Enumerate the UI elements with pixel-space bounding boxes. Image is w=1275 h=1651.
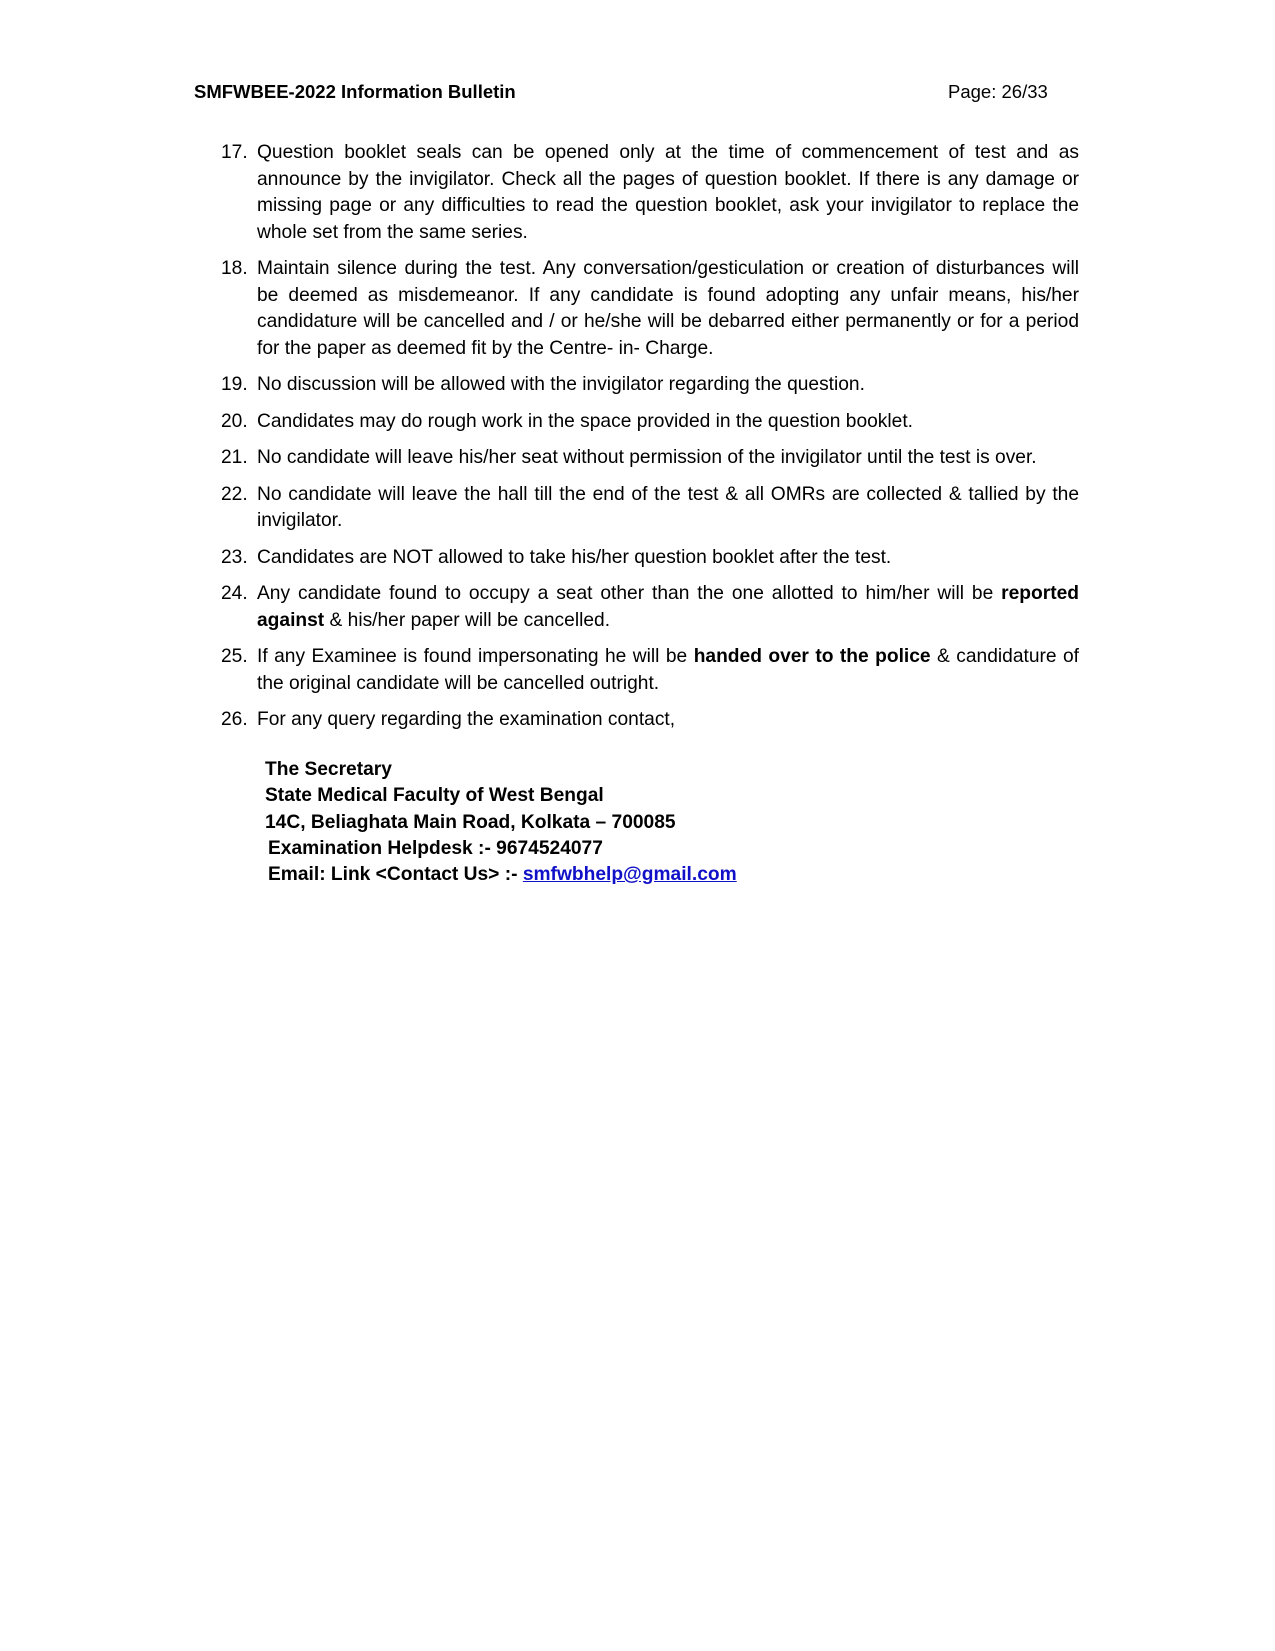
item-text: Any candidate found to occupy a seat other than the one allotted to him/her will be reported against & his/her paper will be cancelled. — [257, 583, 1079, 631]
list-item — [209, 372, 1079, 399]
list-item — [209, 445, 1079, 472]
item-number: 26. — [221, 709, 248, 730]
item-number: 21. — [221, 447, 248, 468]
item-text: Maintain silence during the test. Any conversation/gesticulation or creation of disturbances will be deemed as misdemeanor. If any candidate is found adopting any unfair means, his/her candidature will be cancelled and / or he/she will be debarred either permanently or for a period for the paper as deemed fit by the Centre- in- Charge. — [257, 258, 1079, 359]
item-number: 23. — [221, 546, 248, 568]
item-number: 19. — [221, 374, 248, 395]
item-number: 25. — [221, 646, 248, 667]
item-number: 20. — [221, 410, 248, 432]
item-text: For any query regarding the examination contact, — [257, 709, 676, 730]
list-item — [209, 409, 1079, 436]
contact-organization: State Medical Faculty of West Bengal — [265, 785, 604, 807]
item-text: No candidate will leave his/her seat without permission of the invigilator until the test is over. — [257, 447, 1037, 468]
emphasis-text: handed over to the police — [693, 646, 931, 667]
instructions-list — [209, 140, 1079, 744]
item-text: No candidate will leave the hall till the end of the test & all OMRs are collected & tallied by the invigilator. — [257, 483, 1079, 531]
contact-address: 14C, Beliaghata Main Road, Kolkata – 700085 — [265, 811, 676, 833]
page-number: Page: 26/33 — [948, 81, 1048, 102]
list-item — [209, 482, 1079, 535]
contact-title: The Secretary — [265, 759, 392, 780]
item-text: Candidates may do rough work in the space provided in the question booklet. — [257, 410, 913, 432]
item-number: 18. — [221, 258, 248, 279]
item-number: 22. — [221, 483, 248, 505]
item-text: If any Examinee is found impersonating he will be handed over to the police & candidature of the original candidate will be cancelled outright. — [257, 646, 1079, 694]
contact-block — [265, 757, 737, 888]
item-text: No discussion will be allowed with the invigilator regarding the question. — [257, 374, 865, 395]
emphasis-text: reported against — [257, 583, 1079, 631]
list-item — [209, 581, 1079, 634]
contact-email-link[interactable]: smfwbhelp@gmail.com — [522, 864, 737, 886]
item-text: Candidates are NOT allowed to take his/her question booklet after the test. — [257, 546, 892, 568]
list-item — [209, 256, 1079, 362]
item-number: 24. — [221, 583, 248, 604]
list-item — [209, 644, 1079, 697]
list-item — [209, 707, 1079, 734]
contact-email-line — [265, 862, 737, 888]
contact-helpdesk: Examination Helpdesk :- 9674524077 — [268, 837, 603, 859]
document-title: SMFWBEE-2022 Information Bulletin — [194, 81, 516, 102]
list-item — [209, 545, 1079, 572]
item-text: Question booklet seals can be opened only at the time of commencement of test and as announce by the invigilator. Check all the pages of question booklet. If there is any damage or missing page or any difficulties to read the question booklet, ask your invigilator to replace the whole set from the same series. — [257, 142, 1079, 243]
contact-email-label: Email: Link <Contact Us> :- — [268, 864, 523, 886]
list-item — [209, 140, 1079, 246]
item-number: 17. — [221, 142, 248, 163]
